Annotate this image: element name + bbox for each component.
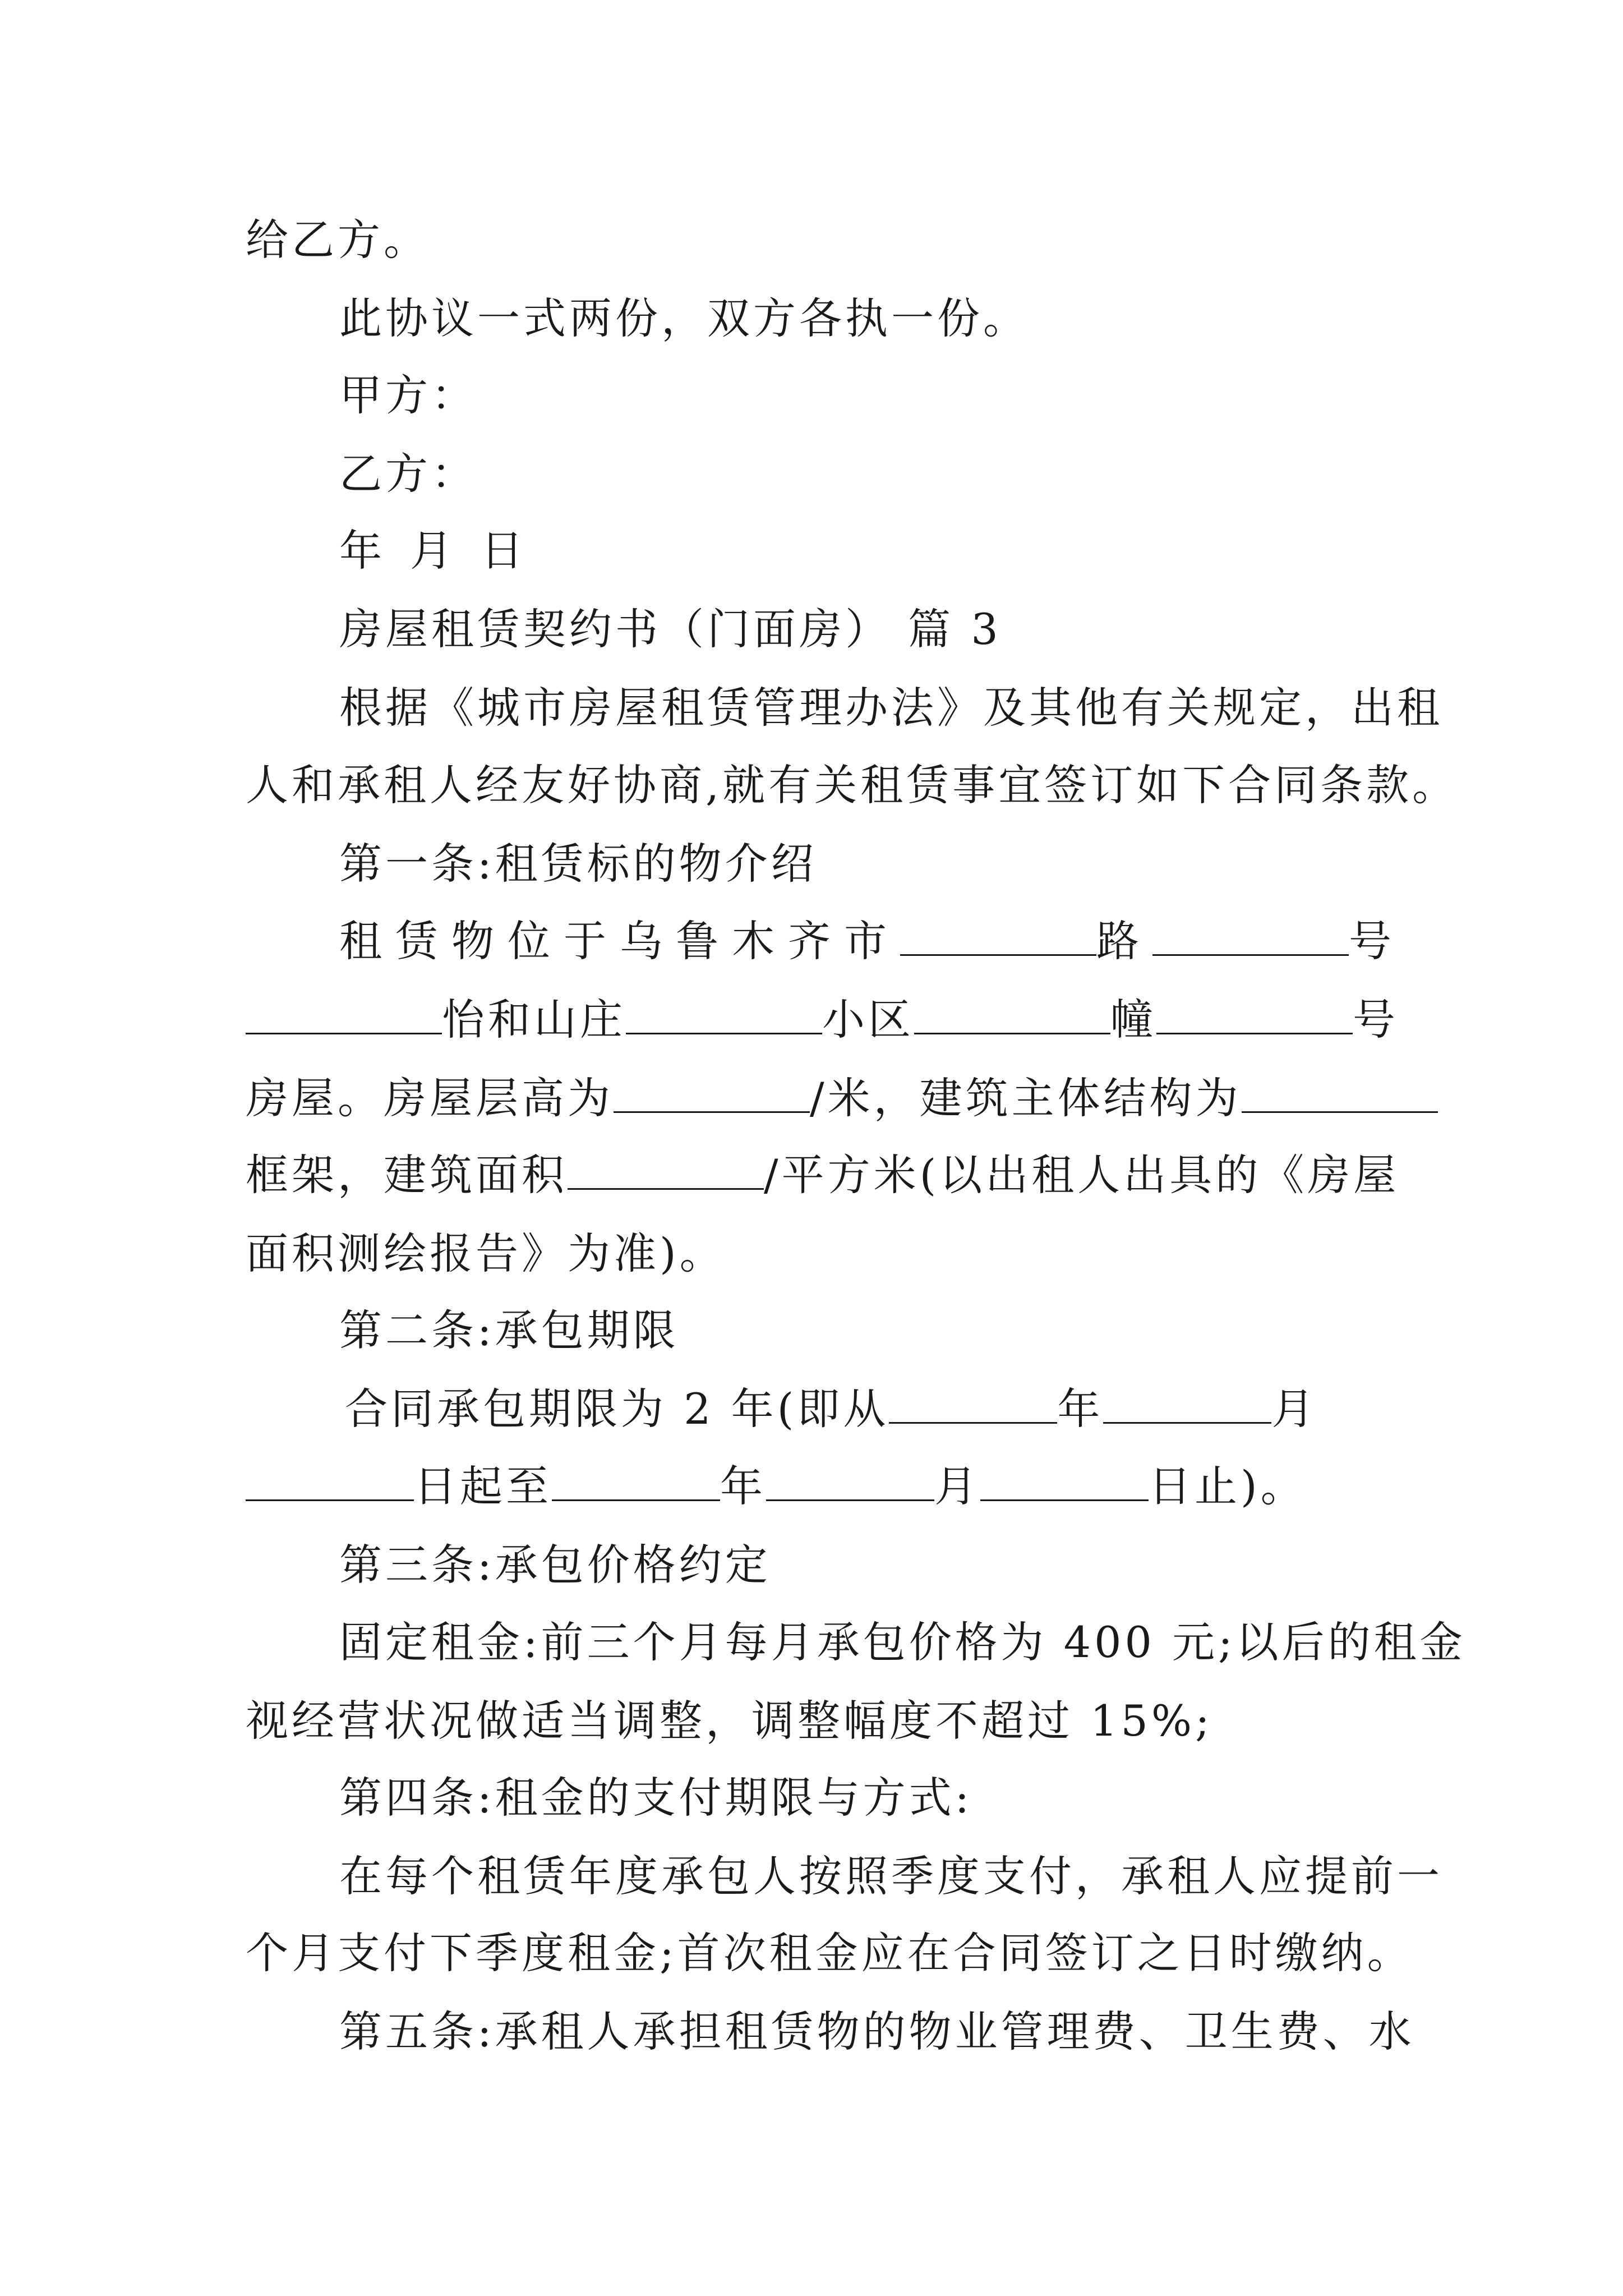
text-segment: 月 <box>934 1461 980 1511</box>
text-line: 面积测绘报告》为准)。 <box>246 1228 726 1278</box>
text-line: 此协议一式两份，双方各执一份。 <box>339 293 1029 343</box>
article-heading: 第四条:租金的支付期限与方式: <box>339 1773 973 1823</box>
blank-field <box>246 1465 414 1501</box>
text-segment: 小区 <box>822 995 914 1045</box>
party-b-label: 乙方： <box>339 449 477 499</box>
text-segment: /平方米(以出租人出具的《房屋 <box>764 1150 1400 1200</box>
text-line <box>339 913 1405 969</box>
text-segment: 年 <box>720 1461 766 1511</box>
section-title: 房屋租赁契约书（门面房） 篇 3 <box>339 604 1002 654</box>
year-label: 年 <box>339 526 385 576</box>
day-label: 日 <box>481 526 527 576</box>
blank-field <box>1156 998 1353 1034</box>
text-segment: 路 <box>1096 916 1152 966</box>
article-heading: 第二条:承包期限 <box>339 1305 679 1355</box>
blank-field <box>914 998 1110 1034</box>
text-segment: 合同承包期限为 2 年(即从 <box>345 1384 889 1434</box>
text-line <box>246 1458 1307 1515</box>
blank-field <box>614 1076 810 1113</box>
article-heading: 第一条:租赁标的物介绍 <box>339 839 817 889</box>
text-segment: /米，建筑主体结构为 <box>810 1073 1242 1123</box>
blank-field <box>568 1153 764 1190</box>
text-line: 根据《城市房屋租赁管理办法》及其他有关规定，出租 <box>339 683 1443 733</box>
text-line: 在每个租赁年度承包人按照季度支付，承租人应提前一 <box>339 1851 1443 1901</box>
text-segment: 怡和山庄 <box>442 995 626 1045</box>
text-segment: 幢 <box>1110 995 1156 1045</box>
blank-field <box>1152 919 1349 956</box>
text-line <box>246 1070 1438 1126</box>
party-a-label: 甲方： <box>339 370 477 420</box>
text-segment: 框架，建筑面积 <box>246 1150 568 1200</box>
text-line: 给乙方。 <box>246 215 430 265</box>
text-segment: 年 <box>1057 1384 1104 1434</box>
article-heading: 第三条:承包价格约定 <box>339 1540 771 1590</box>
blank-field <box>900 919 1096 956</box>
text-segment: 日起至 <box>414 1461 552 1511</box>
blank-field <box>980 1465 1149 1501</box>
blank-field <box>246 998 442 1034</box>
text-line: 视经营状况做适当调整，调整幅度不超过 15%; <box>246 1696 1213 1746</box>
text-line: 人和承租人经友好协商,就有关租赁事宜签订如下合同条款。 <box>246 760 1459 810</box>
text-line: 个月支付下季度租金;首次租金应在合同签订之日时缴纳。 <box>246 1928 1413 1978</box>
article-heading: 第五条:承租人承担租赁物的物业管理费、卫生费、水 <box>339 2007 1415 2056</box>
text-segment: 月 <box>1271 1384 1318 1434</box>
text-segment: 号 <box>1349 916 1405 966</box>
text-line <box>246 992 1399 1048</box>
text-segment: 日止)。 <box>1149 1461 1307 1511</box>
blank-field <box>1242 1076 1438 1113</box>
blank-field <box>552 1465 720 1501</box>
blank-field <box>1103 1387 1271 1424</box>
text-segment: 房屋。房屋层高为 <box>246 1073 614 1123</box>
blank-field <box>626 998 822 1034</box>
text-line <box>246 1147 1399 1203</box>
text-line <box>345 1381 1317 1437</box>
blank-field <box>766 1465 934 1501</box>
text-segment: 租赁物位于乌鲁木齐市 <box>339 916 900 966</box>
text-line: 固定租金:前三个月每月承包价格为 400 元;以后的租金 <box>339 1617 1466 1667</box>
blank-field <box>889 1387 1057 1424</box>
date-line <box>339 523 527 579</box>
text-segment: 号 <box>1353 995 1399 1045</box>
month-label: 月 <box>410 526 456 576</box>
